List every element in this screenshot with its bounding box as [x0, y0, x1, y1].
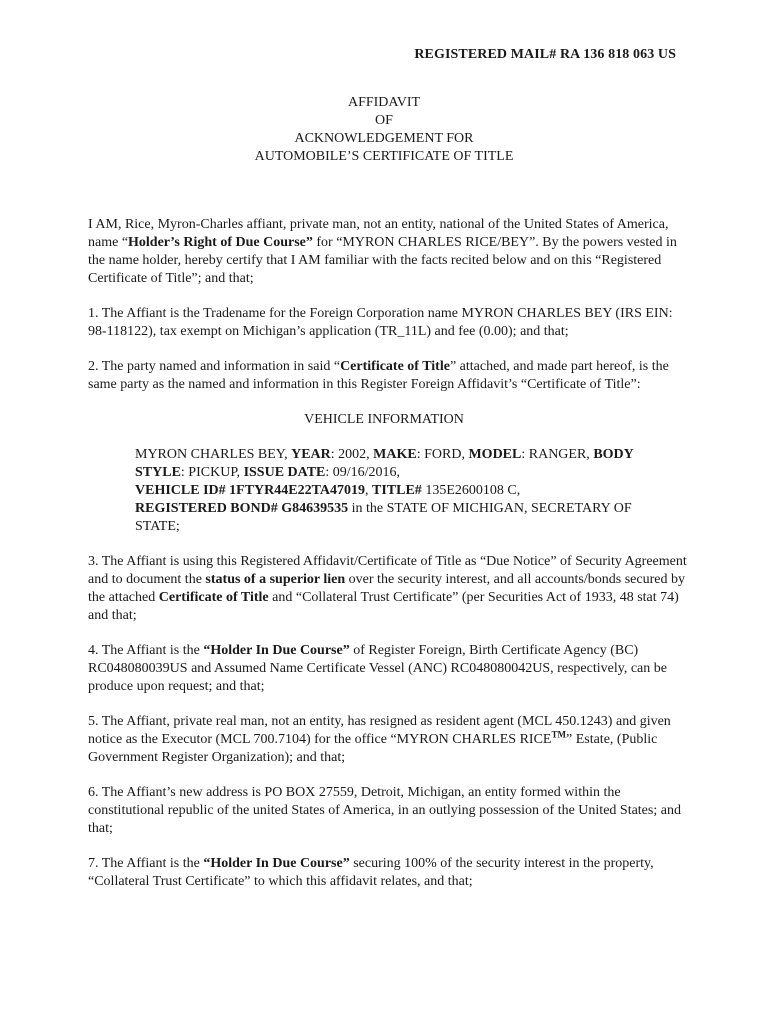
text-run: : PICKUP, — [180, 465, 244, 480]
intro-paragraph — [88, 216, 688, 288]
paragraph — [88, 784, 688, 838]
registered-mail-number: REGISTERED MAIL# RA 136 818 063 US — [414, 47, 676, 62]
text-run: , — [365, 483, 372, 498]
title-line: AUTOMOBILE’S CERTIFICATE OF TITLE — [254, 149, 514, 164]
text-run: : RANGER, — [521, 447, 594, 462]
text-run: : FORD, — [416, 447, 469, 462]
text-run: MYRON CHARLES BEY, — [135, 447, 292, 462]
paragraph — [135, 446, 675, 536]
bold-text: MODEL — [468, 447, 522, 462]
paragraph — [88, 358, 688, 394]
text-run: 5. The Affiant, private real man, not an entity, has resigned as resident agent (MCL 450.1243) and given notice as the Executor (MCL 700.7104) for the office “MYRON CHARLES RICE — [88, 714, 671, 747]
text-run: 135E2600108 C, — [421, 483, 521, 498]
bold-text: MAKE — [373, 447, 417, 462]
bold-text: Holder’s Right of Due Course” — [128, 235, 313, 250]
paragraph — [88, 855, 688, 891]
document-body — [88, 199, 688, 891]
paragraph — [88, 305, 688, 341]
text-run: ” Estate, (Public Government Register Organization); and that; — [88, 732, 658, 765]
text-run: 3. The Affiant is using this Registered Affidavit/Certificate of Title as “Due Notice” of Security Agreement and to document the — [88, 554, 687, 587]
text-run: for “MYRON CHARLES RICE/BEY”. By the powers vested in the name holder, hereby certify that I AM familiar with the facts recited below and on this “Registered Certificate of Title”; and that; — [88, 235, 677, 286]
bold-text: Certificate of Title — [158, 590, 269, 605]
text-run: of Register Foreign, Birth Certificate Agency (BC) RC048080039US and Assumed Name Certificate Vessel (ANC) RC048080042US, respectively, can be produce upon request; and that; — [88, 643, 667, 694]
text-run: and “Collateral Trust Certificate” (per Securities Act of 1933, 48 stat 74) and that; — [88, 590, 679, 623]
bold-text: Certificate of Title — [340, 359, 450, 374]
title-line: ACKNOWLEDGEMENT FOR — [294, 131, 474, 146]
text-run: 1. The Affiant is the Tradename for the Foreign Corporation name MYRON CHARLES BEY (IRS EIN: 98-118122), tax exempt on Michigan’s application (TR_11L) and fee (0.00); and that; — [88, 306, 673, 339]
text-run: : 2002, — [330, 447, 374, 462]
paragraph — [88, 642, 688, 696]
text-run: securing 100% of the security interest in the property, “Collateral Trust Certificate” to which this affidavit relates, and that; — [88, 856, 654, 889]
text-run: TM — [551, 729, 566, 740]
bold-text: VEHICLE ID# 1FTYR44E22TA47019 — [135, 483, 365, 498]
bold-text: “Holder In Due Course” — [203, 643, 350, 658]
title-line: OF — [375, 113, 393, 128]
text-run: over the security interest, and all accounts/bonds secured by the attached — [88, 572, 685, 605]
section-heading — [0, 411, 768, 429]
document-title — [0, 94, 768, 166]
text-run: 2. The party named and information in said “ — [88, 359, 341, 374]
text-run: 6. The Affiant’s new address is PO BOX 27559, Detroit, Michigan, an entity formed within the constitutional republic of the united States of America, in an outlying possession of the United States; and that; — [88, 785, 681, 836]
text-run: : 09/16/2016, — [325, 465, 401, 480]
bold-text: status of a superior lien — [205, 572, 346, 587]
bold-text: “Holder In Due Course” — [203, 856, 350, 871]
paragraph — [88, 713, 688, 767]
bold-text: BODY STYLE — [135, 447, 634, 480]
bold-text: TITLE# — [372, 483, 422, 498]
paragraph — [88, 553, 688, 625]
text-run: 7. The Affiant is the — [88, 856, 204, 871]
bold-text: ISSUE DATE — [243, 465, 326, 480]
text-run: 4. The Affiant is the — [88, 643, 204, 658]
bold-text: REGISTERED BOND# G84639535 — [135, 501, 349, 516]
bold-text: YEAR — [291, 447, 331, 462]
title-line: AFFIDAVIT — [347, 95, 421, 110]
text-run: I AM, Rice, Myron-Charles affiant, private man, not an entity, national of the United States of America, name “ — [88, 217, 669, 250]
text-run: in the STATE OF MICHIGAN, SECRETARY OF STATE; — [135, 501, 632, 534]
text-run: ” attached, and made part hereof, is the same party as the named and information in this Register Foreign Affidavit’s “Certificate of Title”: — [88, 359, 669, 392]
text-run: VEHICLE INFORMATION — [304, 412, 464, 427]
